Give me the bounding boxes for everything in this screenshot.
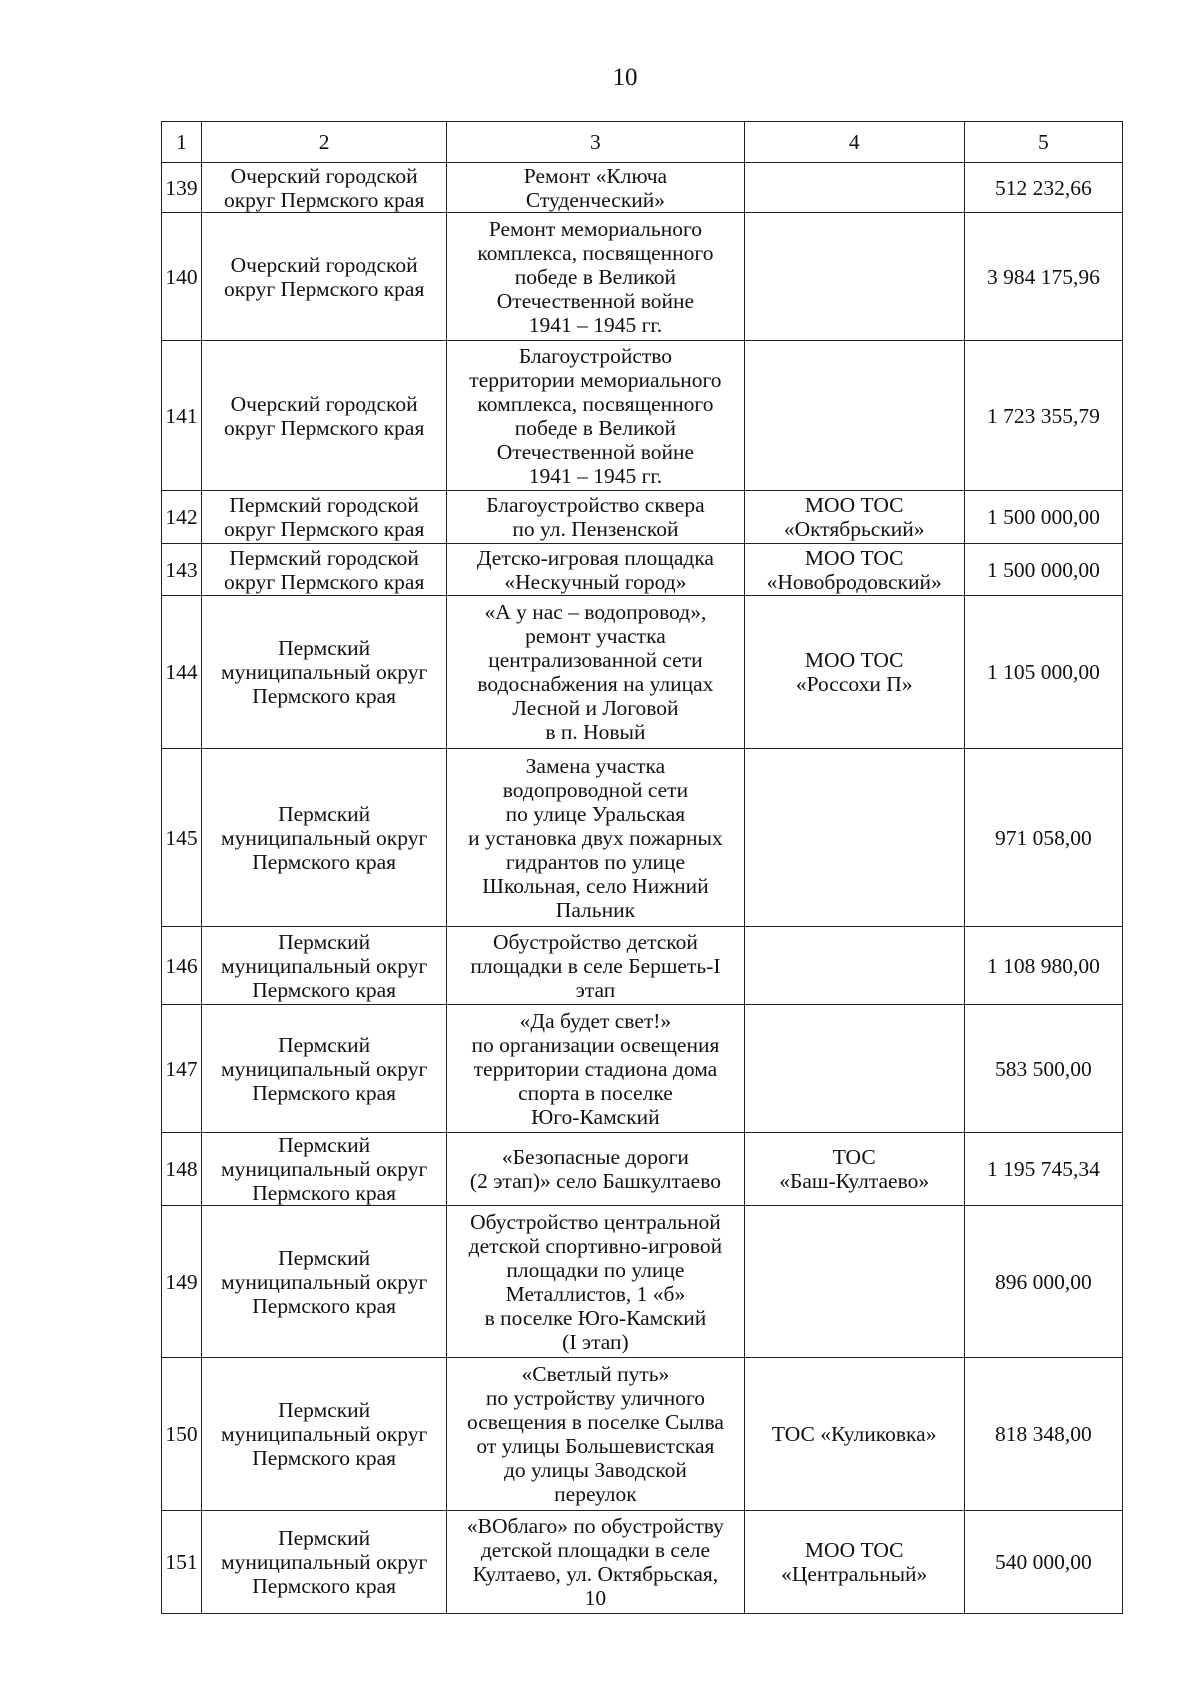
amount-cell: 896 000,00 <box>964 1206 1122 1358</box>
municipality-cell: Очерский городской округ Пермского края <box>202 163 447 213</box>
row-number-cell: 146 <box>162 927 202 1005</box>
municipality-cell: Пермский муниципальный округ Пермского края <box>202 1133 447 1206</box>
municipality-cell: Очерский городской округ Пермского края <box>202 341 447 491</box>
row-number-cell: 149 <box>162 1206 202 1358</box>
table-row <box>162 1133 1123 1206</box>
project-cell: Замена участка водопроводной сети по улице Уральская и установка двух пожарных гидрантов по улице Школьная, село Нижний Пальник <box>447 749 744 927</box>
municipality-cell: Пермский муниципальный округ Пермского края <box>202 1206 447 1358</box>
table-header-row <box>162 122 1123 163</box>
project-cell: Ремонт мемориального комплекса, посвященного победе в Великой Отечественной войне 1941 – 1945 гг. <box>447 213 744 341</box>
row-number-cell: 144 <box>162 596 202 749</box>
project-cell: Обустройство центральной детской спортивно-игровой площадки по улице Металлистов, 1 «б» в поселке Юго-Камский (I этап) <box>447 1206 744 1358</box>
organization-cell <box>744 749 964 927</box>
amount-cell: 512 232,66 <box>964 163 1122 213</box>
amount-cell: 1 195 745,34 <box>964 1133 1122 1206</box>
municipality-cell: Пермский городской округ Пермского края <box>202 544 447 596</box>
organization-cell <box>744 1005 964 1133</box>
amount-cell: 3 984 175,96 <box>964 213 1122 341</box>
project-cell: «ВОблаго» по обустройству детской площадки в селе Култаево, ул. Октябрьская, 10 <box>447 1511 744 1614</box>
municipality-cell: Пермский муниципальный округ Пермского края <box>202 1358 447 1511</box>
project-cell: Благоустройство территории мемориального комплекса, посвященного победе в Великой Отечественной войне 1941 – 1945 гг. <box>447 341 744 491</box>
table-row <box>162 1206 1123 1358</box>
organization-cell: МОО ТОС «Новобродовский» <box>744 544 964 596</box>
project-cell: Обустройство детской площадки в селе Бершеть-I этап <box>447 927 744 1005</box>
organization-cell <box>744 213 964 341</box>
row-number-cell: 151 <box>162 1511 202 1614</box>
row-number-cell: 139 <box>162 163 202 213</box>
amount-cell: 1 500 000,00 <box>964 544 1122 596</box>
amount-cell: 1 108 980,00 <box>964 927 1122 1005</box>
organization-cell <box>744 163 964 213</box>
amount-cell: 1 500 000,00 <box>964 491 1122 544</box>
municipality-cell: Пермский муниципальный округ Пермского края <box>202 1005 447 1133</box>
project-cell: «Безопасные дороги (2 этап)» село Башкултаево <box>447 1133 744 1206</box>
municipality-cell: Пермский муниципальный округ Пермского края <box>202 749 447 927</box>
amount-cell: 1 105 000,00 <box>964 596 1122 749</box>
project-cell: «Светлый путь» по устройству уличного освещения в поселке Сылва от улицы Большевистская до улицы Заводской переулок <box>447 1358 744 1511</box>
organization-cell: ТОС «Баш-Култаево» <box>744 1133 964 1206</box>
row-number-cell: 147 <box>162 1005 202 1133</box>
municipality-cell: Пермский муниципальный округ Пермского края <box>202 1511 447 1614</box>
organization-cell: МОО ТОС «Россохи П» <box>744 596 964 749</box>
row-number-cell: 143 <box>162 544 202 596</box>
project-cell: Ремонт «Ключа Студенческий» <box>447 163 744 213</box>
funding-table <box>161 121 1123 1614</box>
table-row <box>162 596 1123 749</box>
amount-cell: 971 058,00 <box>964 749 1122 927</box>
column-number-2: 2 <box>202 122 447 163</box>
table-row <box>162 749 1123 927</box>
table-row <box>162 163 1123 213</box>
row-number-cell: 142 <box>162 491 202 544</box>
table-row <box>162 927 1123 1005</box>
project-cell: «А у нас – водопровод», ремонт участка централизованной сети водоснабжения на улицах Лесной и Логовой в п. Новый <box>447 596 744 749</box>
project-cell: «Да будет свет!» по организации освещения территории стадиона дома спорта в поселке Юго-Камский <box>447 1005 744 1133</box>
organization-cell <box>744 927 964 1005</box>
row-number-cell: 150 <box>162 1358 202 1511</box>
organization-cell <box>744 341 964 491</box>
table-row <box>162 1511 1123 1614</box>
table-row <box>162 213 1123 341</box>
table-row <box>162 341 1123 491</box>
project-cell: Благоустройство сквера по ул. Пензенской <box>447 491 744 544</box>
column-number-5: 5 <box>964 122 1122 163</box>
municipality-cell: Пермский муниципальный округ Пермского края <box>202 927 447 1005</box>
project-cell: Детско-игровая площадка «Нескучный город» <box>447 544 744 596</box>
organization-cell <box>744 1206 964 1358</box>
municipality-cell: Пермский муниципальный округ Пермского края <box>202 596 447 749</box>
municipality-cell: Пермский городской округ Пермского края <box>202 491 447 544</box>
table-row <box>162 1005 1123 1133</box>
row-number-cell: 148 <box>162 1133 202 1206</box>
column-number-4: 4 <box>744 122 964 163</box>
organization-cell: ТОС «Куликовка» <box>744 1358 964 1511</box>
organization-cell: МОО ТОС «Центральный» <box>744 1511 964 1614</box>
municipality-cell: Очерский городской округ Пермского края <box>202 213 447 341</box>
table-row <box>162 491 1123 544</box>
table-row <box>162 544 1123 596</box>
amount-cell: 583 500,00 <box>964 1005 1122 1133</box>
organization-cell: МОО ТОС «Октябрьский» <box>744 491 964 544</box>
table-row <box>162 1358 1123 1511</box>
column-number-3: 3 <box>447 122 744 163</box>
row-number-cell: 140 <box>162 213 202 341</box>
page-number: 10 <box>612 64 638 91</box>
amount-cell: 818 348,00 <box>964 1358 1122 1511</box>
amount-cell: 1 723 355,79 <box>964 341 1122 491</box>
amount-cell: 540 000,00 <box>964 1511 1122 1614</box>
row-number-cell: 141 <box>162 341 202 491</box>
row-number-cell: 145 <box>162 749 202 927</box>
table-body <box>162 122 1123 1614</box>
column-number-1: 1 <box>162 122 202 163</box>
